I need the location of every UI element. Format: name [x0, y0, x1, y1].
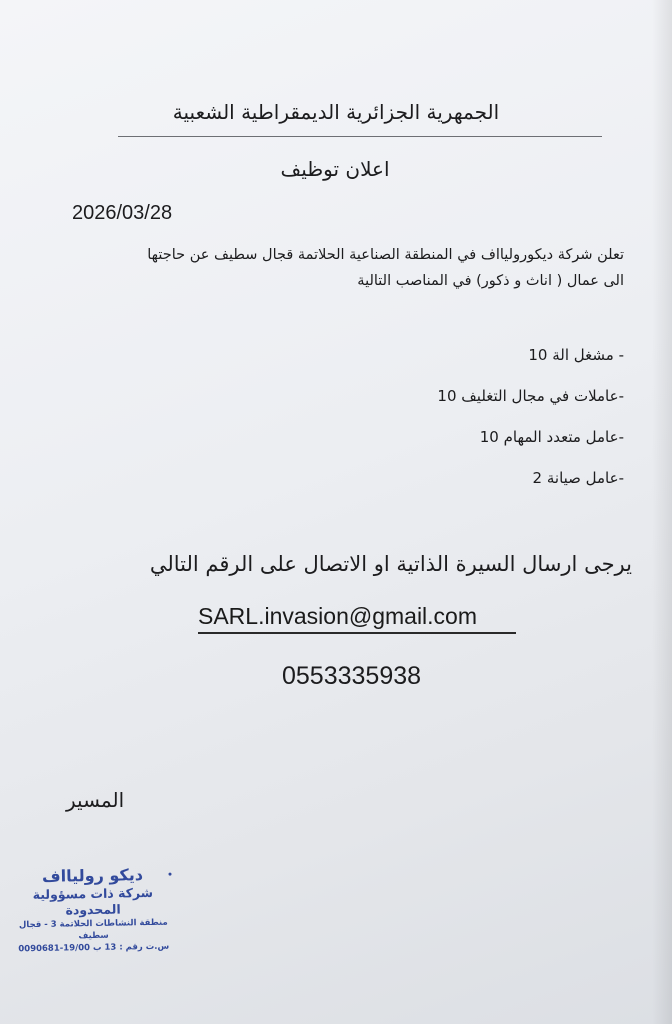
phone-number: 0553335938: [282, 662, 422, 690]
header-title: الجمهرية الجزائرية الديمقراطية الشعبية: [172, 100, 500, 124]
intro-line-2: الى عمال ( اناث و ذكور) في المناصب التالية: [357, 273, 624, 289]
position-item: -عامل صيانة 2: [532, 469, 624, 487]
position-item: -عاملات في مجال التغليف 10: [437, 387, 624, 405]
stamp-company-name: ديكو روليااف: [41, 865, 144, 886]
email-address: SARL.invasion@gmail.com: [198, 603, 478, 629]
positions-list: [324, 342, 624, 506]
signatory-label: المسير: [66, 788, 125, 812]
position-item: -عامل متعدد المهام 10: [479, 428, 624, 446]
company-stamp: [3, 864, 182, 955]
date: 2026/03/28: [72, 202, 173, 224]
position-item: - مشغل الة 10: [528, 346, 624, 364]
stamp-address: منطقة النشاطات الحلاتمة 3 - قجال سطيف: [18, 917, 168, 942]
intro-paragraph: [90, 242, 624, 294]
stamp-company-type: شركة ذات مسؤولية المحدودة: [32, 884, 154, 918]
call-to-action: يرجى ارسال السيرة الذاتية او الاتصال على الرقم التالي: [149, 552, 632, 576]
ad-title: اعلان توظيف: [280, 157, 390, 181]
email-underline: [198, 632, 516, 634]
stamp-dot-icon: [168, 873, 171, 876]
header-divider: [118, 136, 602, 137]
intro-line-1: تعلن شركة ديكوروليااف في المنطقة الصناعية الحلاتمة قجال سطيف عن حاجتها: [147, 247, 624, 263]
stamp-registry: س.ت رقم : 13 ب 19/00-0090681: [18, 941, 170, 955]
